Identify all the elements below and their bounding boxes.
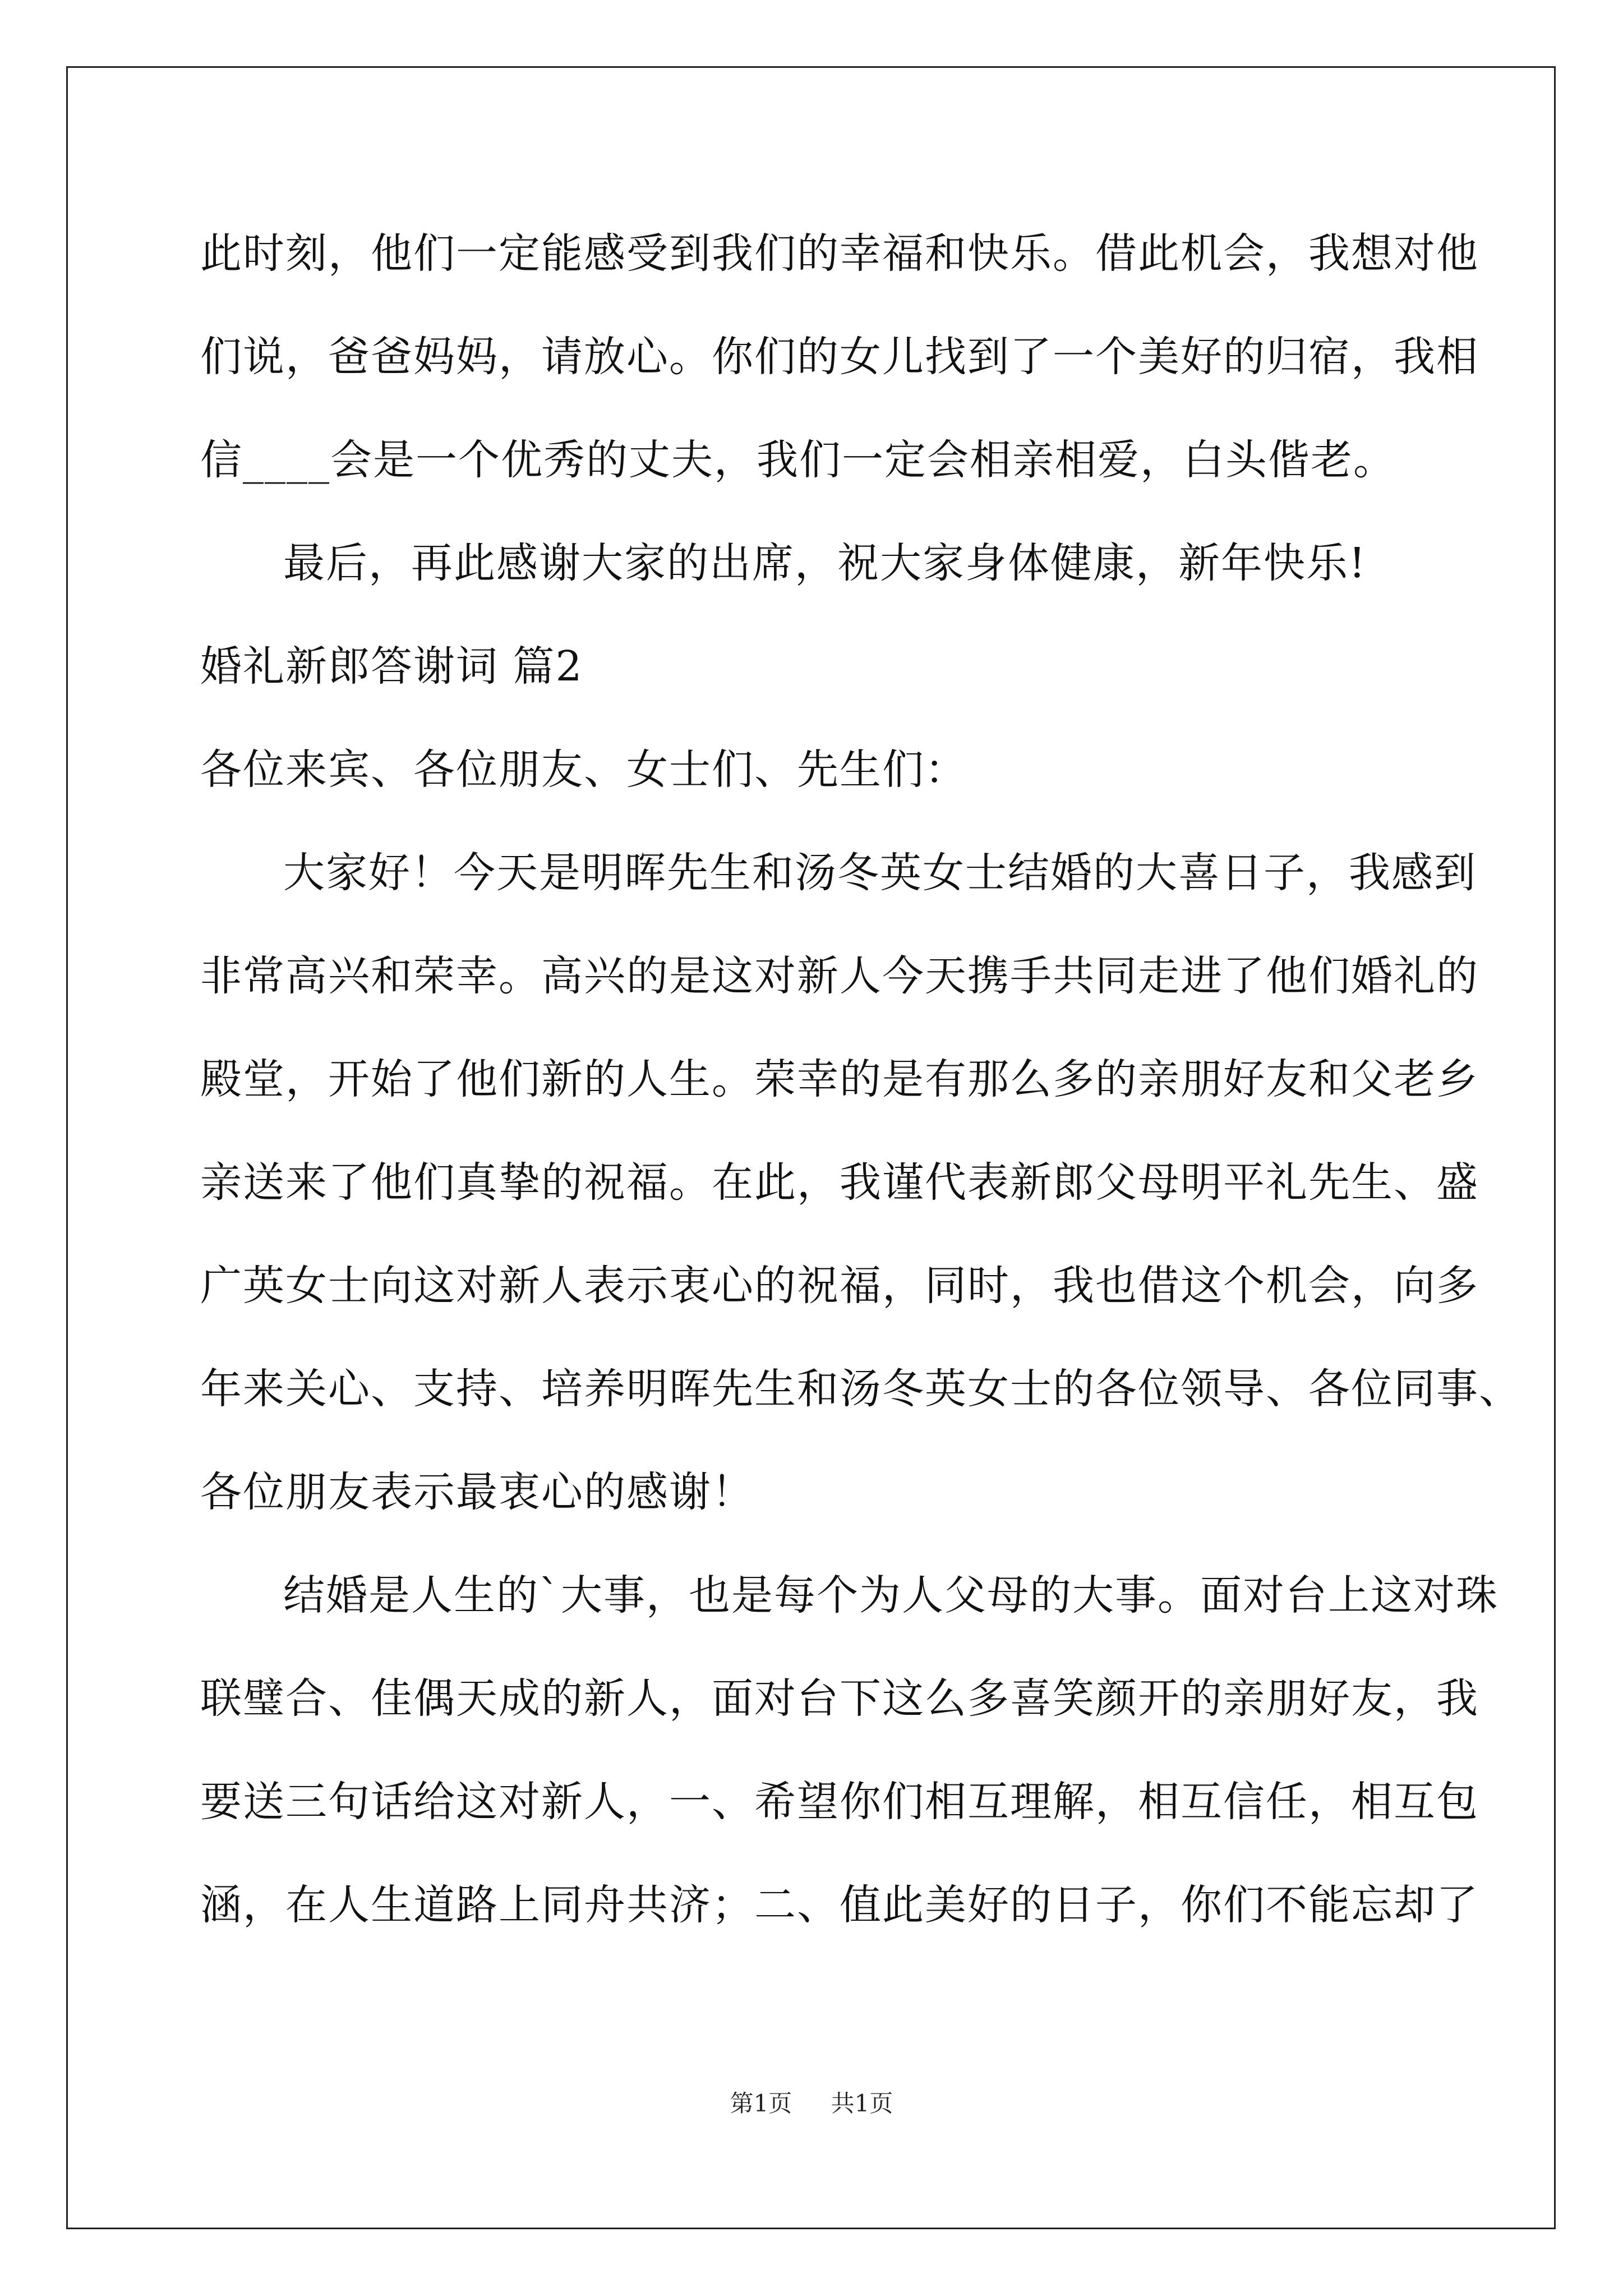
text-line: 殿堂，开始了他们新的人生。荣幸的是有那么多的亲朋好友和父老乡 xyxy=(200,1055,1479,1103)
salutation: 各位来宾、各位朋友、女士们、先生们： xyxy=(200,746,967,794)
text-line: 结婚是人生的`大事，也是每个为人父母的大事。面对台上这对珠 xyxy=(283,1571,1498,1619)
text-line: 大家好！今天是明晖先生和汤冬英女士结婚的大喜日子，我感到 xyxy=(283,849,1477,897)
section-heading: 婚礼新郎答谢词 篇2 xyxy=(200,642,583,691)
text-line: 涵，在人生道路上同舟共济；二、值此美好的日子，你们不能忘却了 xyxy=(200,1881,1479,1929)
text-line: 非常高兴和荣幸。高兴的是这对新人今天携手共同走进了他们婚礼的 xyxy=(200,952,1479,1000)
text-line: 信____会是一个优秀的丈夫，我们一定会相亲相爱，白头偕老。 xyxy=(200,436,1396,484)
text-line: 广英女士向这对新人表示衷心的祝福，同时，我也借这个机会，向多 xyxy=(200,1262,1479,1310)
page-footer xyxy=(0,2087,1623,2120)
text-line: 各位朋友表示最衷心的感谢！ xyxy=(200,1468,754,1516)
document-body xyxy=(200,202,1521,1957)
text-line: 最后，再此感谢大家的出席，祝大家身体健康，新年快乐! xyxy=(283,539,1367,587)
text-line: 们说，爸爸妈妈，请放心。你们的女儿找到了一个美好的归宿，我相 xyxy=(200,333,1479,381)
text-line: 亲送来了他们真挚的祝福。在此，我谨代表新郎父母明平礼先生、盛 xyxy=(200,1158,1479,1207)
text-line: 要送三句话给这对新人，一、希望你们相互理解，相互信任，相互包 xyxy=(200,1778,1479,1826)
text-line: 年来关心、支持、培养明晖先生和汤冬英女士的各位领导、各位同事、 xyxy=(200,1365,1521,1413)
text-line: 联璧合、佳偶天成的新人，面对台下这么多喜笑颜开的亲朋好友，我 xyxy=(200,1674,1479,1723)
page-number-current: 第1页 xyxy=(730,2090,792,2117)
page-number-total: 共1页 xyxy=(831,2090,893,2117)
text-line: 此时刻，他们一定能感受到我们的幸福和快乐。借此机会，我想对他 xyxy=(200,229,1479,278)
